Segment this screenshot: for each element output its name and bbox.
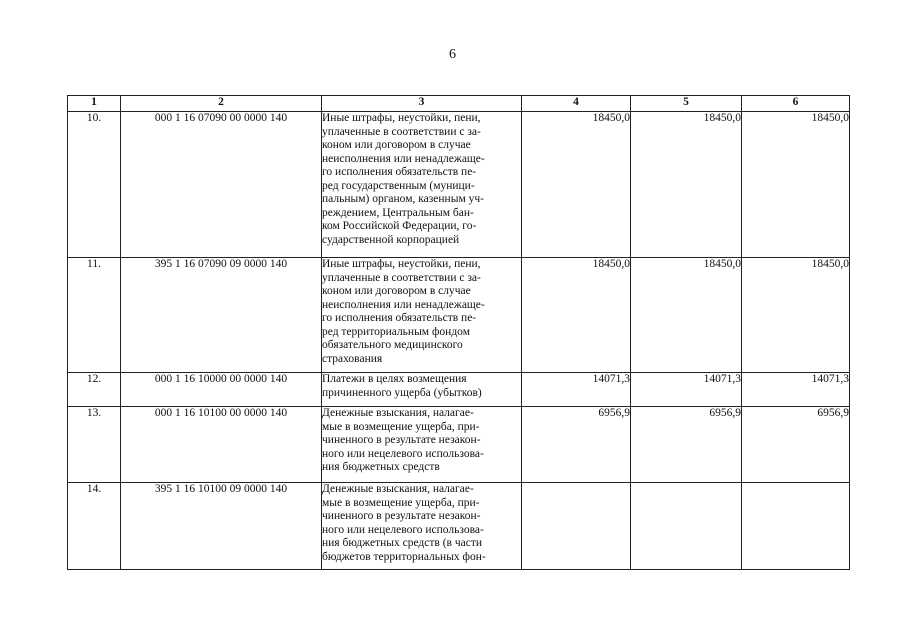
income-name-line: Иные штрафы, неустойки, пени,: [322, 112, 481, 124]
income-name-line: Денежные взыскания, налагае-: [322, 407, 474, 419]
row-number: 10.: [68, 112, 121, 258]
income-name-line: неисполнения или ненадлежаще-: [322, 152, 485, 165]
budget-code: 395 1 16 07090 09 0000 140: [121, 258, 322, 373]
amount-v5: 18450,0: [631, 112, 742, 258]
income-name: [322, 483, 522, 570]
column-header: 5: [631, 96, 742, 112]
amount-v6: 14071,3: [742, 373, 850, 407]
budget-code: 000 1 16 10000 00 0000 140: [121, 373, 322, 407]
amount-v4: 14071,3: [522, 373, 631, 407]
income-name-line: го исполнения обязательств пе-: [322, 166, 477, 178]
row-number: 13.: [68, 407, 121, 483]
amount-v5: 18450,0: [631, 258, 742, 373]
income-name-line: мые в возмещение ущерба, при-: [322, 420, 480, 433]
amount-v4: 18450,0: [522, 112, 631, 258]
income-name-line: пальным) органом, казенным уч-: [322, 193, 484, 205]
income-name-line: ред территориальным фондом: [322, 325, 470, 338]
amount-v6: 18450,0: [742, 112, 850, 258]
amount-v4: 6956,9: [522, 407, 631, 483]
income-name-line: ного или нецелевого использова-: [322, 447, 484, 460]
income-name-line: обязательного медицинского: [322, 339, 463, 351]
row-number: 14.: [68, 483, 121, 570]
column-header: 2: [121, 96, 322, 112]
table-row: [68, 483, 850, 570]
amount-v4: 18450,0: [522, 258, 631, 373]
income-name-line: ния бюджетных средств: [322, 461, 440, 473]
income-name: [322, 373, 522, 407]
amount-v5: 14071,3: [631, 373, 742, 407]
income-name-line: коном или договором в случае: [322, 139, 471, 151]
amount-v6: 6956,9: [742, 407, 850, 483]
budget-code: 000 1 16 07090 00 0000 140: [121, 112, 322, 258]
row-number: 11.: [68, 258, 121, 373]
table-row: [68, 258, 850, 373]
table-row: [68, 373, 850, 407]
income-name: [322, 407, 522, 483]
budget-code: 395 1 16 10100 09 0000 140: [121, 483, 322, 570]
amount-v5: 6956,9: [631, 407, 742, 483]
budget-code: 000 1 16 10100 00 0000 140: [121, 407, 322, 483]
income-name-line: ред государственным (муници-: [322, 179, 475, 192]
income-name-line: страхования: [322, 352, 383, 365]
header-row: [68, 96, 850, 112]
amount-v5: [631, 483, 742, 570]
income-name: [322, 258, 522, 373]
income-name-line: го исполнения обязательств пе-: [322, 312, 477, 324]
row-number: 12.: [68, 373, 121, 407]
income-name-line: чиненного в результате незакон-: [322, 434, 481, 446]
income-name-line: чиненного в результате незакон-: [322, 510, 481, 522]
income-name-line: причиненного ущерба (убытков): [322, 386, 482, 399]
column-header: 3: [322, 96, 522, 112]
budget-table: [67, 95, 850, 570]
income-name-line: ного или нецелевого использова-: [322, 523, 484, 536]
amount-v4: [522, 483, 631, 570]
column-header: 6: [742, 96, 850, 112]
income-name-line: бюджетов территориальных фон-: [322, 550, 486, 563]
income-name-line: мые в возмещение ущерба, при-: [322, 496, 480, 509]
income-name-line: ком Российской Федерации, го-: [322, 220, 477, 232]
income-name-line: сударственной корпорацией: [322, 233, 460, 246]
income-name-line: уплаченные в соответствии с за-: [322, 125, 481, 138]
amount-v6: 18450,0: [742, 258, 850, 373]
table-row: [68, 407, 850, 483]
income-name-line: коном или договором в случае: [322, 285, 471, 297]
income-name-line: Денежные взыскания, налагае-: [322, 483, 474, 495]
income-name-line: ния бюджетных средств (в части: [322, 537, 483, 549]
table-row: [68, 112, 850, 258]
column-header: 4: [522, 96, 631, 112]
amount-v6: [742, 483, 850, 570]
income-name: [322, 112, 522, 258]
income-name-line: Иные штрафы, неустойки, пени,: [322, 258, 481, 270]
column-header: 1: [68, 96, 121, 112]
page-number: 6: [449, 47, 456, 62]
income-name-line: неисполнения или ненадлежаще-: [322, 298, 485, 311]
income-name-line: уплаченные в соответствии с за-: [322, 271, 481, 284]
income-name-line: реждением, Центральным бан-: [322, 206, 474, 219]
income-name-line: Платежи в целях возмещения: [322, 373, 467, 385]
